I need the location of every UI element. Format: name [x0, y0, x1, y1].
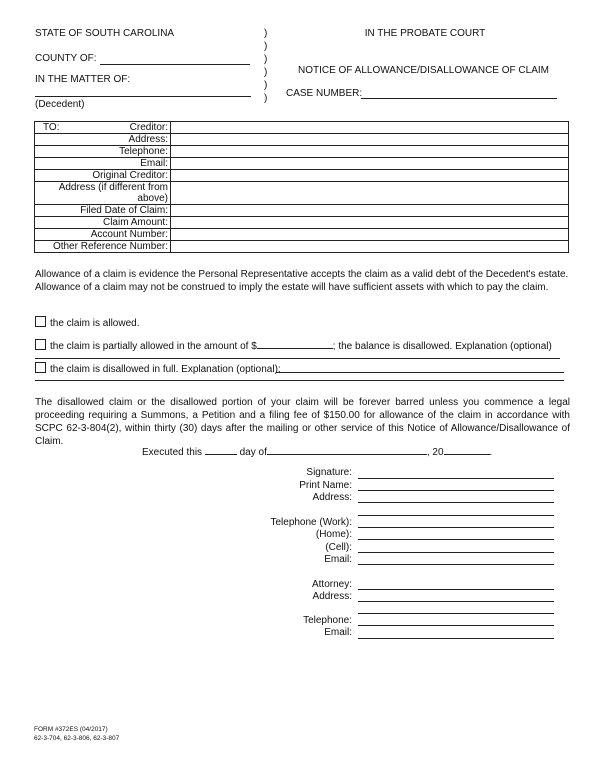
signature-label: Signature: — [306, 467, 352, 478]
attorney-address-field[interactable] — [358, 601, 554, 602]
account-number-field[interactable] — [171, 229, 569, 241]
case-number-label: CASE NUMBER: — [286, 88, 363, 99]
executed-month-field[interactable] — [267, 445, 427, 455]
table-row — [35, 229, 569, 241]
creditor-label: TO: Creditor: — [35, 122, 171, 134]
filed-date-field[interactable] — [171, 205, 569, 217]
form-number: FORM #372ES (04/2017) — [34, 726, 108, 733]
option-partial[interactable] — [35, 339, 552, 352]
county-label: COUNTY OF: — [35, 53, 97, 64]
court-heading: IN THE PROBATE COURT — [364, 28, 486, 39]
table-row — [35, 205, 569, 217]
telephone-cell-label: (Cell): — [325, 542, 352, 553]
executed-prefix: Executed this — [142, 447, 203, 458]
caption-paren: ) — [264, 93, 268, 104]
attorney-field[interactable] — [358, 589, 554, 590]
attorney-telephone-label: Telephone: — [303, 615, 352, 626]
account-number-label: Account Number: — [35, 229, 171, 241]
matter-label: IN THE MATTER OF: — [35, 74, 131, 85]
email-field[interactable] — [171, 158, 569, 170]
allowed-label: the claim is allowed. — [50, 318, 140, 329]
table-row — [35, 217, 569, 229]
telephone-work-field[interactable] — [358, 527, 554, 528]
attorney-email-label: Email: — [324, 627, 352, 638]
disallowed-checkbox[interactable] — [35, 362, 46, 373]
table-row — [35, 182, 569, 205]
alt-address-label: Address (if different from above) — [35, 182, 171, 205]
caption-paren: ) — [264, 67, 268, 78]
reference-number-field[interactable] — [171, 241, 569, 253]
partial-label-post: ; the balance is disallowed. Explanation (optional) — [332, 341, 552, 352]
attorney-address-label: Address: — [312, 591, 352, 602]
table-row — [35, 122, 569, 134]
original-creditor-label: Original Creditor: — [35, 170, 171, 182]
attorney-label: Attorney: — [311, 579, 352, 590]
allowance-paragraph: Allowance of a claim is evidence the Personal Representative accepts the claim as a valid debt of the Decedent's estate. Allowance of a claim may not be construed to imply the estate will have sufficient assets with which to pay the claim. — [35, 269, 569, 293]
telephone-home-field[interactable] — [358, 539, 554, 540]
disallowed-label: the claim is disallowed in full. Explanation (optional): — [50, 364, 281, 375]
executed-year-field[interactable] — [444, 445, 490, 455]
table-row — [35, 134, 569, 146]
form-title: NOTICE OF ALLOWANCE/DISALLOWANCE OF CLAIM — [298, 65, 549, 76]
print-name-label: Print Name: — [299, 480, 352, 491]
partial-checkbox[interactable] — [35, 339, 46, 350]
table-row — [35, 158, 569, 170]
original-creditor-field[interactable] — [171, 170, 569, 182]
option-allowed[interactable] — [35, 316, 139, 329]
attorney-email-field[interactable] — [358, 638, 554, 639]
telephone-work-label: Telephone (Work): — [270, 517, 352, 528]
caption-paren: ) — [264, 80, 268, 91]
telephone-label: Telephone: — [35, 146, 171, 158]
disallowed-explanation-field-2[interactable] — [35, 380, 564, 381]
county-field[interactable] — [100, 64, 250, 65]
claim-info-table — [34, 121, 569, 253]
address-field-2[interactable] — [358, 515, 554, 516]
caption-paren: ) — [264, 54, 268, 65]
claim-amount-label: Claim Amount: — [35, 217, 171, 229]
decedent-name-field[interactable] — [35, 96, 251, 97]
barred-paragraph: The disallowed claim or the disallowed portion of your claim will be forever barred unless you commence a legal proceeding requiring a Summons, a Petition and a filing fee of $150.00 for allowance of the claim in accordance with SCPC 62-3-804(2), within thirty (30) days after the mailing or other service of this Notice of Allowance/Disallowance of Claim. — [35, 397, 570, 447]
reference-number-label: Other Reference Number: — [35, 241, 171, 253]
telephone-home-label: (Home): — [315, 529, 352, 540]
claim-amount-field[interactable] — [171, 217, 569, 229]
executed-day-of: day of — [239, 447, 267, 458]
alt-address-field[interactable] — [171, 182, 569, 205]
creditor-field[interactable] — [171, 122, 569, 134]
print-name-field[interactable] — [358, 490, 554, 491]
table-row — [35, 170, 569, 182]
attorney-telephone-field[interactable] — [358, 625, 554, 626]
executed-year-prefix: , 20 — [426, 447, 444, 458]
allowed-checkbox[interactable] — [35, 316, 46, 327]
caption-paren: ) — [264, 41, 268, 52]
case-number-field[interactable] — [361, 98, 557, 99]
address-field[interactable] — [358, 502, 554, 503]
address-label: Address: — [312, 492, 352, 503]
option-disallowed[interactable] — [35, 362, 281, 375]
table-row — [35, 146, 569, 158]
email-label: Email: — [35, 158, 171, 170]
attorney-address-field-2[interactable] — [358, 613, 554, 614]
caption-paren: ) — [264, 28, 268, 39]
disallowed-explanation-field[interactable] — [276, 372, 564, 373]
email-label: Email: — [324, 554, 352, 565]
telephone-cell-field[interactable] — [358, 552, 554, 553]
table-row — [35, 241, 569, 253]
partial-amount-field[interactable] — [257, 339, 333, 349]
decedent-label: (Decedent) — [35, 99, 85, 110]
address-field[interactable] — [171, 134, 569, 146]
signature-field[interactable] — [358, 478, 554, 479]
statute-references: 62-3-704, 62-3-806, 62-3-807 — [34, 735, 120, 742]
executed-line — [142, 445, 492, 458]
state-heading: STATE OF SOUTH CAROLINA — [35, 28, 175, 39]
partial-explanation-field[interactable] — [35, 358, 560, 359]
partial-label-pre: the claim is partially allowed in the amount of $ — [50, 341, 257, 352]
telephone-field[interactable] — [171, 146, 569, 158]
filed-date-label: Filed Date of Claim: — [35, 205, 171, 217]
to-label: TO: — [43, 122, 60, 133]
executed-day-field[interactable] — [205, 445, 237, 455]
executed-period: . — [489, 447, 493, 458]
address-label: Address: — [35, 134, 171, 146]
email-field[interactable] — [358, 564, 554, 565]
